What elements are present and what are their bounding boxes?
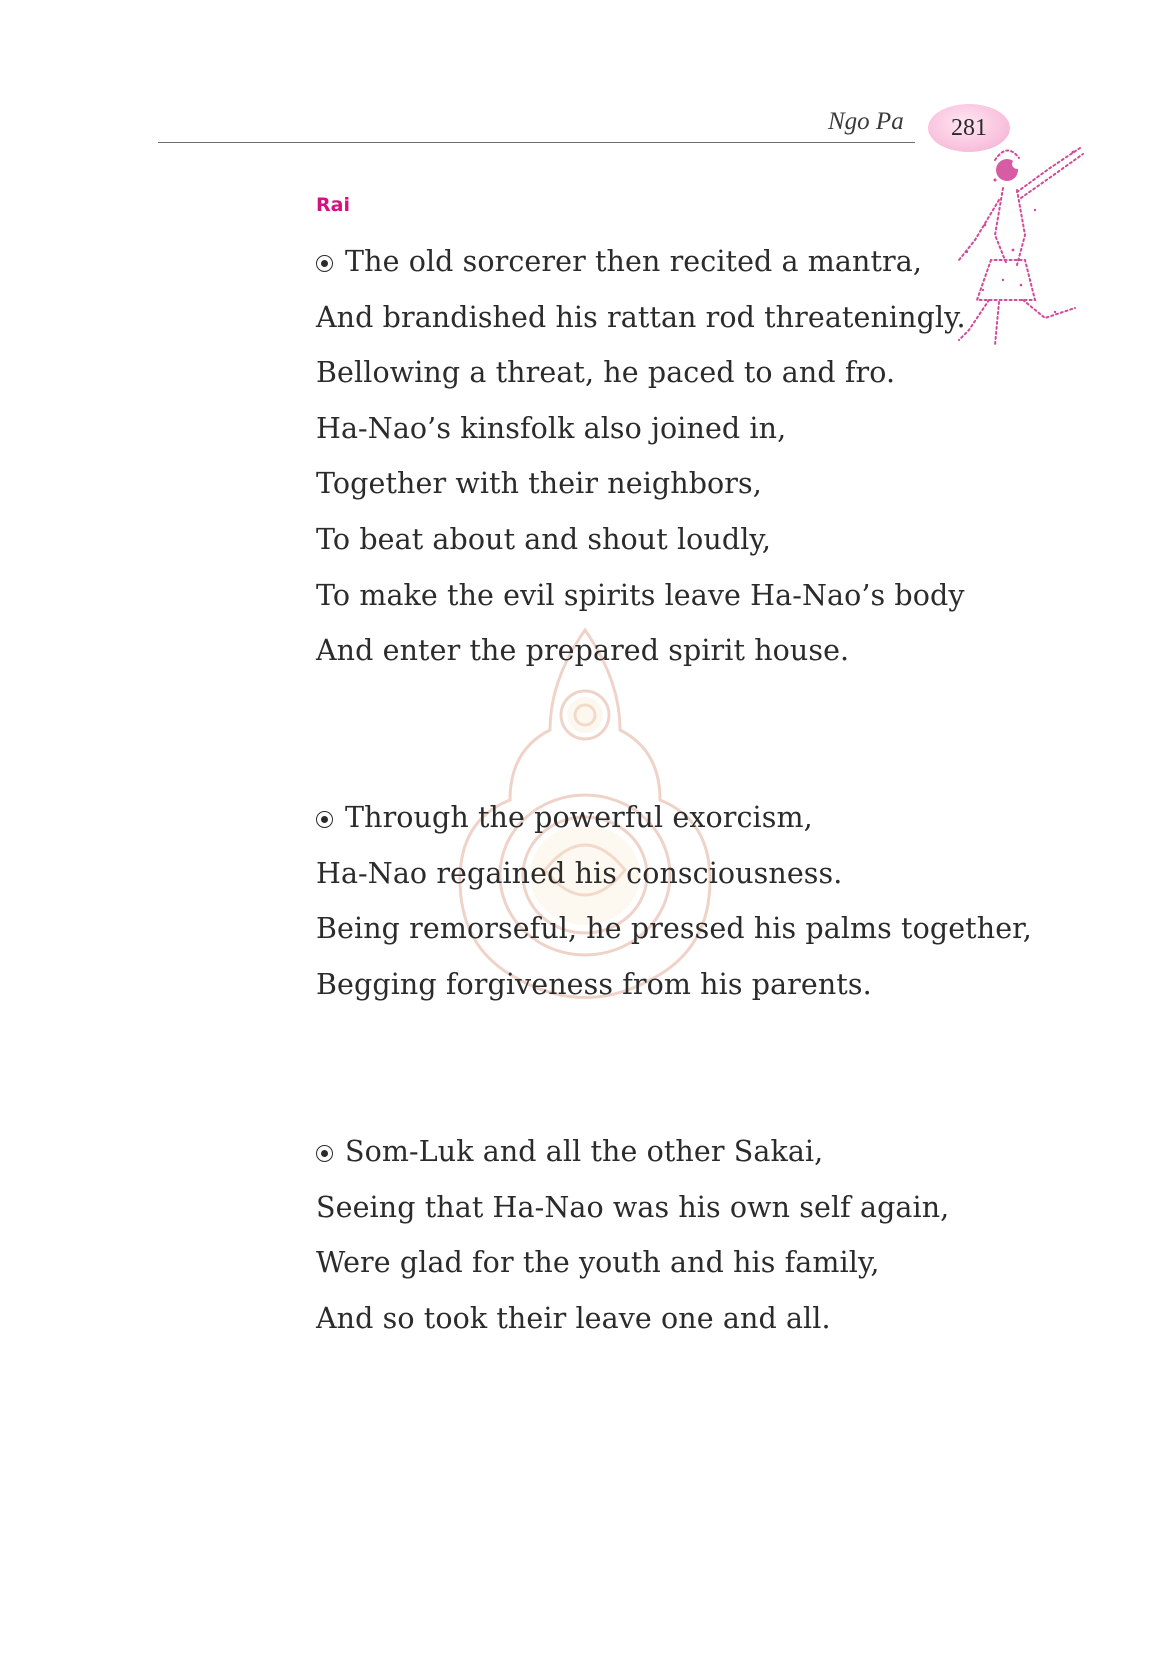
- section-label: Rai: [316, 194, 350, 216]
- verse-text: Through the powerful exorcism,: [345, 801, 813, 834]
- verse-line: And brandished his rattan rod threateningly.: [316, 300, 966, 334]
- verse-line: [316, 1124, 949, 1180]
- verse-line: Ha-Nao’s kinsfolk also joined in,: [316, 411, 787, 445]
- verse-line: To beat about and shout loudly,: [316, 522, 772, 556]
- verse-line: [316, 790, 1032, 846]
- stanza-1: [316, 234, 966, 679]
- circle-bullet-icon: [316, 255, 333, 272]
- verse-line: To make the evil spirits leave Ha-Nao’s body: [316, 578, 965, 612]
- circle-bullet-icon: [316, 1145, 333, 1162]
- verse-line: And enter the prepared spirit house.: [316, 634, 850, 668]
- running-title: Ngo Pa: [828, 108, 904, 135]
- verse-line: Seeing that Ha-Nao was his own self again,: [316, 1190, 950, 1224]
- verse-text: Som-Luk and all the other Sakai,: [345, 1135, 824, 1168]
- header-rule: [158, 142, 915, 143]
- verse-line: Were glad for the youth and his family,: [316, 1246, 880, 1280]
- stanza-3: [316, 1124, 949, 1346]
- stanza-2: [316, 790, 1032, 1012]
- verse-line: Bellowing a threat, he paced to and fro.: [316, 356, 896, 390]
- verse-line: [316, 234, 966, 290]
- page-number: 281: [951, 114, 987, 141]
- verse-line: And so took their leave one and all.: [316, 1301, 831, 1335]
- verse-line: Together with their neighbors,: [316, 467, 762, 501]
- verse-line: Begging forgiveness from his parents.: [316, 967, 872, 1001]
- circle-bullet-icon: [316, 811, 333, 828]
- dancer-illustration: [955, 140, 1115, 350]
- verse-line: Ha-Nao regained his consciousness.: [316, 856, 843, 890]
- verse-text: The old sorcerer then recited a mantra,: [345, 245, 923, 278]
- verse-line: Being remorseful, he pressed his palms together,: [316, 912, 1032, 946]
